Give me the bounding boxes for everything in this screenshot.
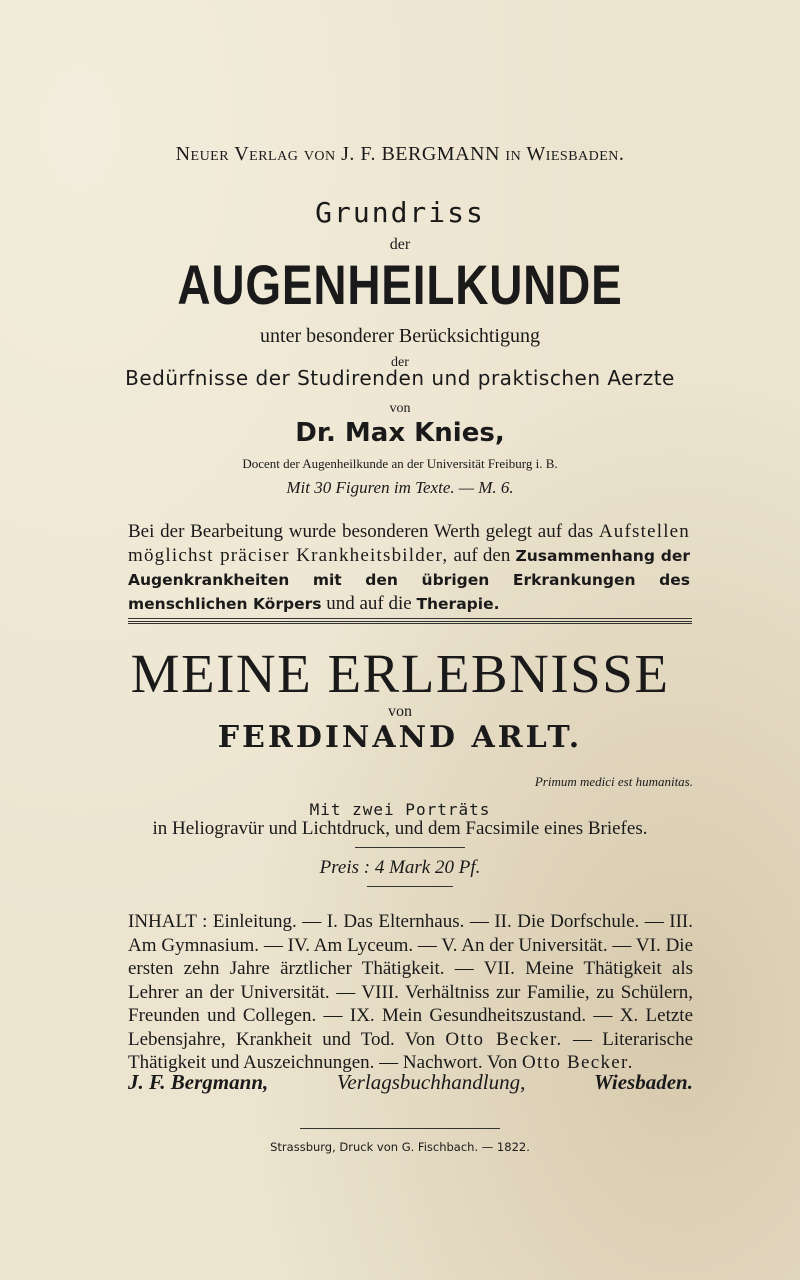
book2-portraits: Mit zwei Porträts xyxy=(309,800,491,819)
contents-text-d: Otto Becker. xyxy=(522,1052,634,1073)
book1-affiliation: Docent der Augenheilkunde an der Universität Freiburg i. B. xyxy=(242,456,558,471)
book1-desc-b: Aufstellen möglichst präciser Krankheitsbilder, xyxy=(128,521,691,566)
contents-text-c: — Literarische Thätigkeit und Auszeichnungen. — Nachwort. Von xyxy=(128,1028,693,1073)
book1-der-2: der xyxy=(391,355,409,370)
book1-der-1: der xyxy=(389,236,411,253)
book2-price: Preis : 4 Mark 20 Pf. xyxy=(319,857,481,878)
book1-desc-e: und auf die xyxy=(326,593,412,614)
contents-text-b: Otto Becker. xyxy=(445,1028,563,1050)
book1-desc-c: auf den xyxy=(453,545,511,566)
book2-title: MEINE ERLEBNISSE xyxy=(130,643,670,704)
book2-motto: Primum medici est humanitas. xyxy=(534,774,693,789)
book2-author: FERDINAND ARLT. xyxy=(217,720,583,755)
book2-von: von xyxy=(388,703,412,720)
book1-description xyxy=(128,520,690,616)
book1-von: von xyxy=(389,401,411,416)
book1-figures-price: Mit 30 Figuren im Texte. — M. 6. xyxy=(286,478,514,497)
footer-publisher-name: J. F. Bergmann, xyxy=(128,1070,269,1094)
section-divider xyxy=(128,618,692,624)
contents-label: INHALT : xyxy=(128,911,208,932)
contents-text-a: Einleitung. — I. Das Elternhaus. — II. Die Dorfschule. — III. Am Gymnasium. — IV. Am Lyceum. — V. An der Universität. — VI. Die ersten zehn Jahre ärztlicher Thätigkeit. — VII. Meine Thätigkeit als Lehrer an der Universität. — VIII. Verhältniss zur Familie, zu Schülern, Freunden und Collegen. — IX. Mein Gesundheitszustand. — X. Letzte Lebensjahre, Krankheit und Tod. Von xyxy=(128,911,694,1050)
book2-portraits-detail: in Heliogravür und Lichtdruck, und dem Facsimile eines Briefes. xyxy=(152,818,648,839)
book1-title-small: Grundriss xyxy=(315,196,485,229)
printer-rule xyxy=(300,1128,500,1129)
book1-desc-a: Bei der Bearbeitung wurde besonderen Werth gelegt auf das xyxy=(128,521,594,542)
book1-subtitle-1: unter besonderer Berücksichtigung xyxy=(260,325,540,347)
footer-imprint xyxy=(128,1070,693,1095)
book1-author: Dr. Max Knies, xyxy=(295,418,505,448)
book1-desc-f: Therapie. xyxy=(416,595,500,613)
footer-trade: Verlagsbuchhandlung, xyxy=(336,1070,526,1094)
publisher-heading: Neuer Verlag von J. F. BERGMANN in Wiesbaden. xyxy=(175,143,625,165)
book1-subtitle-2: Bedürfnisse der Studirenden und praktischen Aerzte xyxy=(125,366,675,390)
book1-title-main: AUGENHEILKUNDE xyxy=(177,253,623,316)
book1-desc-d: Zusammenhang der Augenkrankheiten mit den übrigen Erkrankungen des menschlichen Körpers xyxy=(128,547,690,613)
price-rule-bottom xyxy=(367,886,453,887)
footer-city: Wiesbaden. xyxy=(594,1070,693,1094)
book2-contents xyxy=(128,910,693,1075)
price-rule-top xyxy=(355,847,465,848)
printer-imprint: Strassburg, Druck von G. Fischbach. — 1822. xyxy=(270,1140,530,1154)
